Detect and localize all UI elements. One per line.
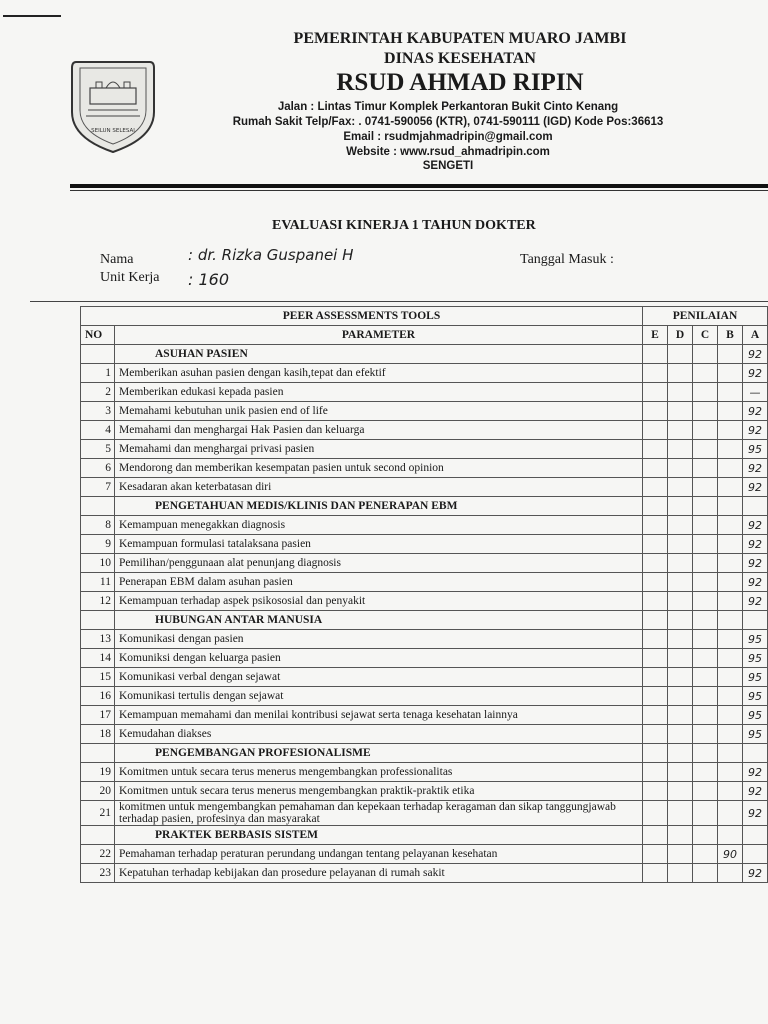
score-b-cell bbox=[718, 478, 743, 497]
row-number: 15 bbox=[81, 668, 115, 687]
table-header-row bbox=[81, 326, 768, 345]
regency-seal-logo bbox=[70, 54, 156, 156]
table-top-rule bbox=[30, 301, 768, 302]
score-c-cell bbox=[693, 845, 718, 864]
row-number: 1 bbox=[81, 364, 115, 383]
row-number: 19 bbox=[81, 763, 115, 782]
score-b-cell bbox=[718, 516, 743, 535]
parameter-text: Memberikan asuhan pasien dengan kasih,tepat dan efektif bbox=[115, 364, 643, 383]
score-d-cell bbox=[668, 535, 693, 554]
parameter-text: Pemahaman terhadap peraturan perundang undangan tentang pelayanan kesehatan bbox=[115, 845, 643, 864]
score-c-cell bbox=[693, 668, 718, 687]
score-cell bbox=[668, 497, 693, 516]
score-cell bbox=[693, 826, 718, 845]
score-d-cell bbox=[668, 630, 693, 649]
score-cell bbox=[718, 826, 743, 845]
row-number: 14 bbox=[81, 649, 115, 668]
score-c-cell bbox=[693, 516, 718, 535]
score-e-cell bbox=[643, 687, 668, 706]
table-row bbox=[81, 516, 768, 535]
score-a-cell: 95 bbox=[743, 687, 768, 706]
parameter-text: Mendorong dan memberikan kesempatan pasien untuk second opinion bbox=[115, 459, 643, 478]
parameter-text: Memahami kebutuhan unik pasien end of life bbox=[115, 402, 643, 421]
score-a-cell: 92 bbox=[743, 554, 768, 573]
score-c-cell bbox=[693, 725, 718, 744]
score-b-cell bbox=[718, 573, 743, 592]
score-c-cell bbox=[693, 592, 718, 611]
header-rule-thin bbox=[70, 190, 768, 191]
score-c-cell bbox=[693, 440, 718, 459]
section-no-cell bbox=[81, 744, 115, 763]
email-line: Email : rsudmjahmadripin@gmail.com bbox=[343, 131, 553, 143]
section-score-mark bbox=[743, 744, 768, 763]
peer-assessment-table bbox=[80, 306, 768, 883]
score-cell bbox=[693, 345, 718, 364]
table-row bbox=[81, 864, 768, 883]
score-cell bbox=[693, 497, 718, 516]
section-title: PENGETAHUAN MEDIS/KLINIS DAN PENERAPAN EBM bbox=[115, 497, 643, 516]
row-number: 13 bbox=[81, 630, 115, 649]
parameter-text: Kemampuan terhadap aspek psikososial dan penyakit bbox=[115, 592, 643, 611]
score-e-cell bbox=[643, 402, 668, 421]
score-e-cell bbox=[643, 630, 668, 649]
section-row bbox=[81, 826, 768, 845]
parameter-text: Kesadaran akan keterbatasan diri bbox=[115, 478, 643, 497]
score-a-cell: 92 bbox=[743, 573, 768, 592]
section-row bbox=[81, 744, 768, 763]
score-cell bbox=[643, 744, 668, 763]
score-d-cell bbox=[668, 554, 693, 573]
row-number: 18 bbox=[81, 725, 115, 744]
table-row bbox=[81, 782, 768, 801]
score-a-cell: 95 bbox=[743, 668, 768, 687]
row-number: 12 bbox=[81, 592, 115, 611]
score-a-cell: 95 bbox=[743, 649, 768, 668]
parameter-text: Penerapan EBM dalam asuhan pasien bbox=[115, 573, 643, 592]
table-row bbox=[81, 478, 768, 497]
score-b-cell: 90 bbox=[718, 845, 743, 864]
score-col-a: A bbox=[743, 326, 768, 345]
score-d-cell bbox=[668, 516, 693, 535]
website-line: Website : www.rsud_ahmadripin.com bbox=[346, 146, 550, 158]
score-d-cell bbox=[668, 402, 693, 421]
score-e-cell bbox=[643, 440, 668, 459]
table-row bbox=[81, 725, 768, 744]
score-d-cell bbox=[668, 801, 693, 826]
section-title: PRAKTEK BERBASIS SISTEM bbox=[115, 826, 643, 845]
score-c-cell bbox=[693, 535, 718, 554]
score-b-cell bbox=[718, 383, 743, 402]
score-d-cell bbox=[668, 725, 693, 744]
score-e-cell bbox=[643, 801, 668, 826]
row-number: 20 bbox=[81, 782, 115, 801]
score-d-cell bbox=[668, 592, 693, 611]
section-score-mark: 92 bbox=[743, 345, 768, 364]
score-cell bbox=[718, 744, 743, 763]
parameter-text: Komunikasi tertulis dengan sejawat bbox=[115, 687, 643, 706]
score-c-cell bbox=[693, 383, 718, 402]
score-cell bbox=[718, 611, 743, 630]
score-e-cell bbox=[643, 592, 668, 611]
parameter-text: Komuniksi dengan keluarga pasien bbox=[115, 649, 643, 668]
score-b-cell bbox=[718, 440, 743, 459]
table-row bbox=[81, 706, 768, 725]
table-row bbox=[81, 535, 768, 554]
score-e-cell bbox=[643, 535, 668, 554]
score-e-cell bbox=[643, 763, 668, 782]
section-row bbox=[81, 611, 768, 630]
score-b-cell bbox=[718, 592, 743, 611]
header-rule-thick bbox=[70, 184, 768, 188]
table-row bbox=[81, 573, 768, 592]
phone-line: Rumah Sakit Telp/Fax: . 0741-590056 (KTR), 0741-590111 (IGD) Kode Pos:36613 bbox=[232, 116, 664, 128]
score-b-cell bbox=[718, 554, 743, 573]
param-header: PARAMETER bbox=[115, 326, 643, 345]
score-c-cell bbox=[693, 459, 718, 478]
score-a-cell: 92 bbox=[743, 535, 768, 554]
parameter-text: Kemampuan menegakkan diagnosis bbox=[115, 516, 643, 535]
section-score-mark bbox=[743, 497, 768, 516]
score-b-cell bbox=[718, 782, 743, 801]
parameter-text: Komitmen untuk secara terus menerus mengembangkan praktik-praktik etika bbox=[115, 782, 643, 801]
score-b-cell bbox=[718, 630, 743, 649]
score-a-cell: 95 bbox=[743, 440, 768, 459]
score-b-cell bbox=[718, 668, 743, 687]
score-b-cell bbox=[718, 687, 743, 706]
name-value: : dr. Rizka Guspanei H bbox=[188, 246, 354, 264]
table-row bbox=[81, 763, 768, 782]
score-c-cell bbox=[693, 649, 718, 668]
score-e-cell bbox=[643, 478, 668, 497]
score-c-cell bbox=[693, 864, 718, 883]
table-row bbox=[81, 630, 768, 649]
row-number: 23 bbox=[81, 864, 115, 883]
score-b-cell bbox=[718, 801, 743, 826]
score-c-cell bbox=[693, 630, 718, 649]
svg-text:SEILUN SELESAI: SEILUN SELESAI bbox=[91, 128, 135, 134]
score-cell bbox=[693, 611, 718, 630]
parameter-text: Kemampuan formulasi tatalaksana pasien bbox=[115, 535, 643, 554]
section-no-cell bbox=[81, 345, 115, 364]
parameter-text: Memahami dan menghargai privasi pasien bbox=[115, 440, 643, 459]
score-d-cell bbox=[668, 459, 693, 478]
score-d-cell bbox=[668, 440, 693, 459]
parameter-text: Kemampuan memahami dan menilai kontribusi sejawat serta tenaga kesehatan lainnya bbox=[115, 706, 643, 725]
parameter-text: Kepatuhan terhadap kebijakan dan prosedure pelayanan di rumah sakit bbox=[115, 864, 643, 883]
section-title: HUBUNGAN ANTAR MANUSIA bbox=[115, 611, 643, 630]
parameter-text: Komunikasi verbal dengan sejawat bbox=[115, 668, 643, 687]
section-score-mark bbox=[743, 826, 768, 845]
table-row bbox=[81, 668, 768, 687]
score-a-cell: 92 bbox=[743, 801, 768, 826]
table-row bbox=[81, 440, 768, 459]
table-row bbox=[81, 402, 768, 421]
score-d-cell bbox=[668, 668, 693, 687]
score-b-cell bbox=[718, 864, 743, 883]
score-c-cell bbox=[693, 782, 718, 801]
score-a-cell: 92 bbox=[743, 782, 768, 801]
dept-title: DINAS KESEHATAN bbox=[384, 50, 536, 67]
score-a-cell: 92 bbox=[743, 459, 768, 478]
row-number: 21 bbox=[81, 801, 115, 826]
score-e-cell bbox=[643, 421, 668, 440]
table-row bbox=[81, 364, 768, 383]
govt-title: PEMERINTAH KABUPATEN MUARO JAMBI bbox=[293, 30, 627, 47]
form-title: EVALUASI KINERJA 1 TAHUN DOKTER bbox=[272, 218, 536, 233]
row-number: 2 bbox=[81, 383, 115, 402]
section-no-cell bbox=[81, 826, 115, 845]
row-number: 17 bbox=[81, 706, 115, 725]
score-d-cell bbox=[668, 845, 693, 864]
section-row bbox=[81, 497, 768, 516]
row-number: 9 bbox=[81, 535, 115, 554]
score-d-cell bbox=[668, 782, 693, 801]
score-title: PENILAIAN bbox=[643, 307, 768, 326]
score-e-cell bbox=[643, 383, 668, 402]
table-row bbox=[81, 592, 768, 611]
score-d-cell bbox=[668, 383, 693, 402]
score-cell bbox=[643, 826, 668, 845]
score-cell bbox=[643, 611, 668, 630]
score-e-cell bbox=[643, 573, 668, 592]
table-row bbox=[81, 459, 768, 478]
score-b-cell bbox=[718, 421, 743, 440]
score-b-cell bbox=[718, 649, 743, 668]
score-b-cell bbox=[718, 535, 743, 554]
table-title: PEER ASSESSMENTS TOOLS bbox=[81, 307, 643, 326]
score-e-cell bbox=[643, 706, 668, 725]
table-row bbox=[81, 687, 768, 706]
score-cell bbox=[668, 611, 693, 630]
score-b-cell bbox=[718, 459, 743, 478]
score-d-cell bbox=[668, 864, 693, 883]
score-c-cell bbox=[693, 402, 718, 421]
score-cell bbox=[643, 345, 668, 364]
section-row bbox=[81, 345, 768, 364]
city-line: SENGETI bbox=[422, 160, 474, 172]
score-c-cell bbox=[693, 801, 718, 826]
score-col-b: B bbox=[718, 326, 743, 345]
section-title: ASUHAN PASIEN bbox=[115, 345, 643, 364]
score-e-cell bbox=[643, 668, 668, 687]
name-label: Nama bbox=[100, 252, 134, 267]
table-row bbox=[81, 383, 768, 402]
row-number: 22 bbox=[81, 845, 115, 864]
table-row bbox=[81, 554, 768, 573]
score-e-cell bbox=[643, 459, 668, 478]
score-e-cell bbox=[643, 864, 668, 883]
score-col-e: E bbox=[643, 326, 668, 345]
score-e-cell bbox=[643, 649, 668, 668]
parameter-text: Kemudahan diakses bbox=[115, 725, 643, 744]
parameter-text: Komunikasi dengan pasien bbox=[115, 630, 643, 649]
score-e-cell bbox=[643, 516, 668, 535]
score-a-cell: 92 bbox=[743, 516, 768, 535]
row-number: 16 bbox=[81, 687, 115, 706]
score-a-cell bbox=[743, 845, 768, 864]
score-b-cell bbox=[718, 706, 743, 725]
row-number: 6 bbox=[81, 459, 115, 478]
section-title: PENGEMBANGAN PROFESIONALISME bbox=[115, 744, 643, 763]
score-a-cell: 92 bbox=[743, 478, 768, 497]
score-d-cell bbox=[668, 706, 693, 725]
parameter-text: Pemilihan/penggunaan alat penunjang diagnosis bbox=[115, 554, 643, 573]
score-e-cell bbox=[643, 782, 668, 801]
address-line: Jalan : Lintas Timur Komplek Perkantoran Bukit Cinto Kenang bbox=[277, 101, 619, 113]
score-d-cell bbox=[668, 364, 693, 383]
score-a-cell: 95 bbox=[743, 706, 768, 725]
score-e-cell bbox=[643, 364, 668, 383]
score-col-c: C bbox=[693, 326, 718, 345]
score-d-cell bbox=[668, 649, 693, 668]
parameter-text: Komitmen untuk secara terus menerus mengembangkan professionalitas bbox=[115, 763, 643, 782]
score-col-d: D bbox=[668, 326, 693, 345]
row-number: 8 bbox=[81, 516, 115, 535]
score-a-cell: 92 bbox=[743, 592, 768, 611]
corner-mark bbox=[3, 15, 61, 17]
score-a-cell: 95 bbox=[743, 630, 768, 649]
table-row bbox=[81, 421, 768, 440]
score-cell bbox=[668, 826, 693, 845]
score-c-cell bbox=[693, 687, 718, 706]
score-a-cell: — bbox=[743, 383, 768, 402]
score-d-cell bbox=[668, 687, 693, 706]
score-d-cell bbox=[668, 573, 693, 592]
score-c-cell bbox=[693, 573, 718, 592]
table-row bbox=[81, 649, 768, 668]
date-label: Tanggal Masuk : bbox=[520, 252, 614, 267]
score-c-cell bbox=[693, 763, 718, 782]
table-title-row bbox=[81, 307, 768, 326]
score-cell bbox=[693, 744, 718, 763]
score-a-cell: 92 bbox=[743, 402, 768, 421]
score-a-cell: 92 bbox=[743, 364, 768, 383]
unit-value: : 160 bbox=[188, 270, 230, 289]
score-a-cell: 92 bbox=[743, 421, 768, 440]
score-b-cell bbox=[718, 402, 743, 421]
score-a-cell: 92 bbox=[743, 763, 768, 782]
score-c-cell bbox=[693, 364, 718, 383]
no-header: NO bbox=[81, 326, 115, 345]
table-row bbox=[81, 801, 768, 826]
score-e-cell bbox=[643, 725, 668, 744]
score-b-cell bbox=[718, 725, 743, 744]
row-number: 5 bbox=[81, 440, 115, 459]
score-e-cell bbox=[643, 554, 668, 573]
row-number: 10 bbox=[81, 554, 115, 573]
row-number: 3 bbox=[81, 402, 115, 421]
table-row bbox=[81, 845, 768, 864]
section-no-cell bbox=[81, 611, 115, 630]
parameter-text: komitmen untuk mengembangkan pemahaman dan kepekaan terhadap keragaman dan sikap tanggungjawab terhadap pasien, profesinya dan masyarakat bbox=[115, 801, 643, 826]
score-c-cell bbox=[693, 478, 718, 497]
score-a-cell: 95 bbox=[743, 725, 768, 744]
score-cell bbox=[643, 497, 668, 516]
score-a-cell: 92 bbox=[743, 864, 768, 883]
score-c-cell bbox=[693, 554, 718, 573]
score-cell bbox=[718, 497, 743, 516]
score-e-cell bbox=[643, 845, 668, 864]
score-cell bbox=[718, 345, 743, 364]
row-number: 7 bbox=[81, 478, 115, 497]
parameter-text: Memahami dan menghargai Hak Pasien dan keluarga bbox=[115, 421, 643, 440]
hospital-name: RSUD AHMAD RIPIN bbox=[336, 69, 584, 96]
section-no-cell bbox=[81, 497, 115, 516]
row-number: 11 bbox=[81, 573, 115, 592]
score-b-cell bbox=[718, 763, 743, 782]
score-c-cell bbox=[693, 706, 718, 725]
section-score-mark bbox=[743, 611, 768, 630]
parameter-text: Memberikan edukasi kepada pasien bbox=[115, 383, 643, 402]
score-cell bbox=[668, 744, 693, 763]
score-d-cell bbox=[668, 421, 693, 440]
score-d-cell bbox=[668, 478, 693, 497]
score-b-cell bbox=[718, 364, 743, 383]
row-number: 4 bbox=[81, 421, 115, 440]
score-c-cell bbox=[693, 421, 718, 440]
score-cell bbox=[668, 345, 693, 364]
score-d-cell bbox=[668, 763, 693, 782]
unit-label: Unit Kerja bbox=[100, 270, 160, 285]
